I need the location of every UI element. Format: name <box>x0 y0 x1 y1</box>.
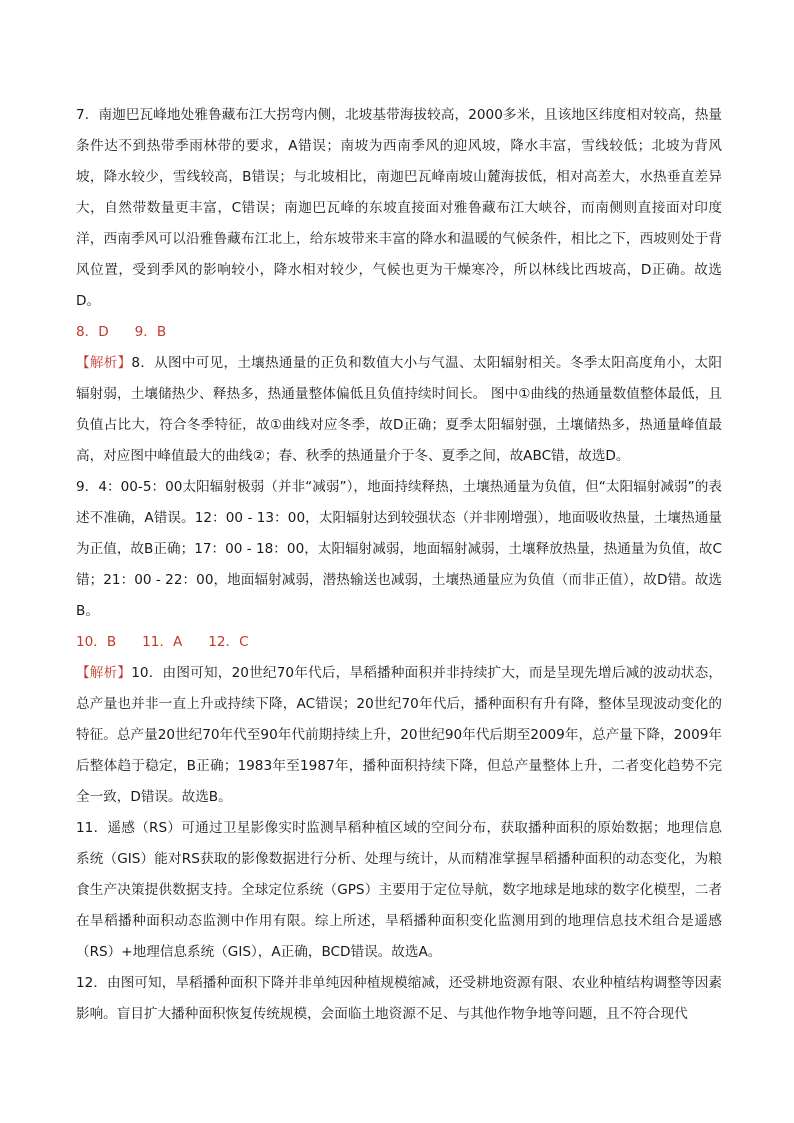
analysis-tag: 【解析】 <box>76 665 132 681</box>
analysis-8-text: 8．从图中可见，土壤热通量的正负和数值大小与气温、太阳辐射相关。冬季太阳高度角小，太阳辐射弱，土壤储热少、释热多，热通量整体偏低且负值持续时间长。 图中①曲线的热通量数值整体最低，且负值占比大，符合冬季特征，故①曲线对应冬季，故D正确；夏季太阳辐射强，土壤储热多，热通量峰值最高，对应图中峰值最大的曲线②；春、秋季的热通量介于冬、夏季之间，故ABC错，故选D。 <box>76 355 722 464</box>
analysis-10-text: 10．由图可知，20世纪70年代后，旱稻播种面积并非持续扩大，而是呈现先增后减的波动状态，总产量也并非一直上升或持续下降，AC错误；20世纪70年代后，播种面积有升有降，整体呈现波动变化的特征。总产量20世纪70年代至90年代前期持续上升，20世纪90年代后期至2009年，总产量下降，2009年后整体趋于稳定，B正确；1983年至1987年，播种面积持续下降，但总产量整体上升，二者变化趋势不完全一致，D错误。故选B。 <box>76 665 723 805</box>
document-page <box>76 100 722 1030</box>
question-12-explanation: 12．由图可知，旱稻播种面积下降并非单纯因种植规模缩减，还受耕地资源有限、农业种植结构调整等因素影响。盲目扩大播种面积恢复传统规模，会面临土地资源不足、与其他作物争地等问题，且不符合现代 <box>76 975 722 1022</box>
question-11-explanation: 11．遥感（RS）可通过卫星影像实时监测旱稻种植区域的空间分布，获取播种面积的原始数据；地理信息系统（GIS）能对RS获取的影像数据进行分析、处理与统计，从而精准掌握旱稻播种面积的动态变化，为粮食生产决策提供数据支持。全球定位系统（GPS）主要用于定位导航，数字地球是地球的数字化模型，二者在旱稻播种面积动态监测中作用有限。综上所述，旱稻播种面积变化监测用到的地理信息技术组合是遥感（RS）+地理信息系统（GIS），A正确，BCD错误。故选A。 <box>76 820 722 960</box>
answers-8-9: 8．D 9．B <box>76 324 167 340</box>
question-7-explanation: 7．南迦巴瓦峰地处雅鲁藏布江大拐弯内侧，北坡基带海拔较高，2000多米，且该地区纬度相对较高，热量条件达不到热带季雨林带的要求，A错误；南坡为西南季风的迎风坡，降水丰富，雪线较低；北坡为背风坡，降水较少，雪线较高，B错误；与北坡相比，南迦巴瓦峰南坡山麓海拔低，相对高差大，水热垂直差异大，自然带数量更丰富，C错误；南迦巴瓦峰的东坡直接面对雅鲁藏布江大峡谷，而南侧则直接面对印度洋，西南季风可以沿雅鲁藏布江北上，给东坡带来丰富的降水和温暖的气候条件，相比之下，西坡则处于背风位置，受到季风的影响较小，降水相对较少，气候也更为干燥寒冷，所以林线比西坡高，D正确。故选D。 <box>76 107 722 309</box>
analysis-8 <box>76 348 722 472</box>
answers-10-12: 10．B 11．A 12．C <box>76 634 249 650</box>
analysis-tag: 【解析】 <box>76 355 132 371</box>
analysis-10 <box>76 658 722 813</box>
question-9-explanation: 9．4：00-5：00太阳辐射极弱（并非“减弱”），地面持续释热，土壤热通量为负值，但“太阳辐射减弱”的表述不准确，A错误。12：00 - 13：00，太阳辐射达到较强状态（并非刚增强），地面吸收热量，土壤热通量为正值，故B正确；17：00 - 18：00，太阳辐射减弱，地面辐射减弱，土壤释放热量，热通量为负值，故C错；21：00 - 22：00，地面辐射减弱，潜热输送也减弱，土壤热通量应为负值（而非正值），故D错。故选B。 <box>76 479 722 619</box>
